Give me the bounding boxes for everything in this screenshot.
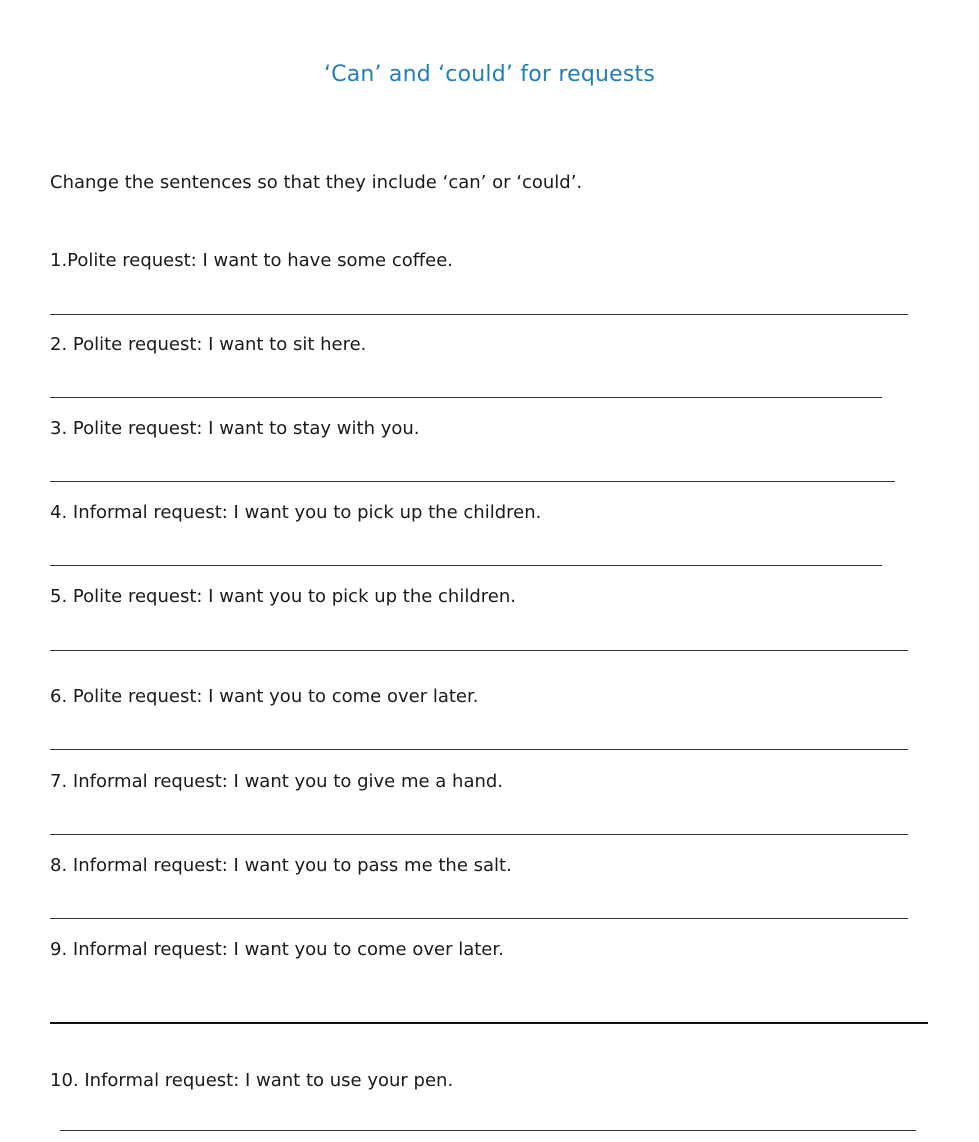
answer-line-1[interactable] [50,314,908,315]
answer-line-4[interactable] [50,565,882,566]
answer-line-9[interactable] [50,1022,928,1024]
instruction-text: Change the sentences so that they include ‘can’ or ‘could’. [50,172,583,193]
question-4: 4. Informal request: I want you to pick up the children. [50,502,542,523]
answer-line-3[interactable] [50,481,895,482]
question-3: 3. Polite request: I want to stay with you. [50,418,420,439]
answer-line-10[interactable] [60,1130,916,1131]
question-6: 6. Polite request: I want you to come over later. [50,686,479,707]
answer-line-6[interactable] [50,749,908,750]
answer-line-5[interactable] [50,650,908,651]
answer-line-2[interactable] [50,397,882,398]
answer-line-8[interactable] [50,918,908,919]
question-9: 9. Informal request: I want you to come over later. [50,939,504,960]
question-5: 5. Polite request: I want you to pick up the children. [50,586,516,607]
question-2: 2. Polite request: I want to sit here. [50,334,367,355]
worksheet-title: ‘Can’ and ‘could’ for requests [323,62,656,87]
question-7: 7. Informal request: I want you to give me a hand. [50,771,504,792]
question-8: 8. Informal request: I want you to pass me the salt. [50,855,512,876]
answer-line-7[interactable] [50,834,908,835]
question-10: 10. Informal request: I want to use your pen. [50,1070,454,1091]
question-1: 1.Polite request: I want to have some coffee. [50,250,454,271]
